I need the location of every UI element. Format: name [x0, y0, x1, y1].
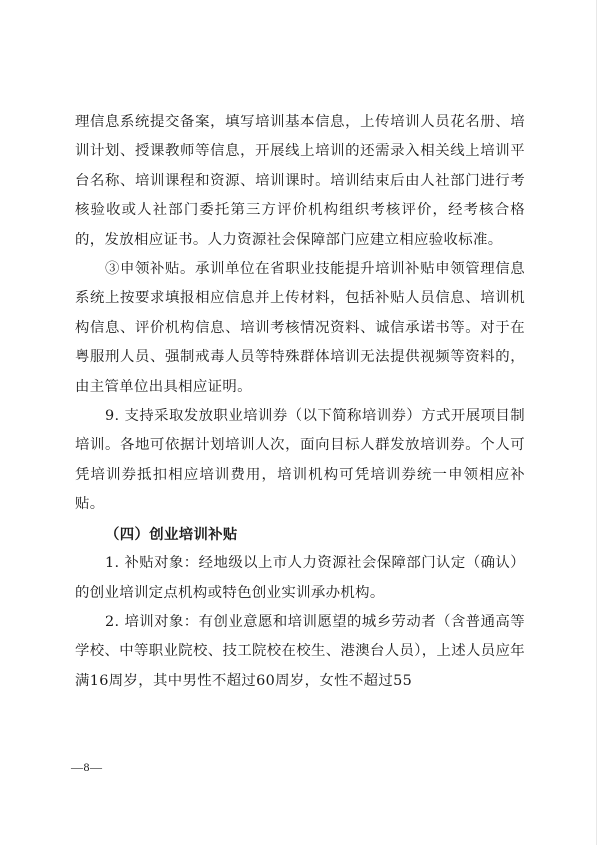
- section-heading: （四）创业培训补贴: [105, 525, 238, 543]
- paragraph-training-voucher: 9. 支持采取发放职业培训券（以下简称培训券）方式开展项目制培训。各地可依据计划培训人次，面向目标人群发放培训券。个人可凭培训券抵扣相应培训费用，培训机构可凭培训券统一申领相应补贴。: [75, 408, 525, 513]
- paragraph-subsidy-target: 1. 补贴对象：经地级以上市人力资源社会保障部门认定（确认）的创业培训定点机构或特色创业实训承办机构。: [75, 555, 525, 601]
- page-number: —8—: [71, 760, 103, 774]
- paragraph-training-target: 2. 培训对象：有创业意愿和培训愿望的城乡劳动者（含普通高等学校、中等职业院校、技工院校在校生、港澳台人员），上述人员应年满16周岁，其中男性不超过60周岁，女性不超过55: [75, 613, 525, 689]
- paragraph-apply-subsidy: ③申领补贴。承训单位在省职业技能提升培训补贴申领管理信息系统上按要求填报相应信息并上传材料，包括补贴人员信息、培训机构信息、评价机构信息、培训考核情况资料、诚信承诺书等。对于在粤服刑人员、强制戒毒人员等特殊群体培训无法提供视频等资料的，由主管单位出具相应证明。: [75, 261, 525, 395]
- page-body: [75, 108, 525, 696]
- paragraph-continued: 理信息系统提交备案，填写培训基本信息，上传培训人员花名册、培训计划、授课教师等信息，开展线上培训的还需录入相关线上培训平台名称、培训课程和资源、培训课时。培训结束后由人社部门进行考核验收或人社部门委托第三方评价机构组织考核评价，经考核合格的，发放相应证书。人力资源社会保障部门应建立相应验收标准。: [75, 114, 525, 248]
